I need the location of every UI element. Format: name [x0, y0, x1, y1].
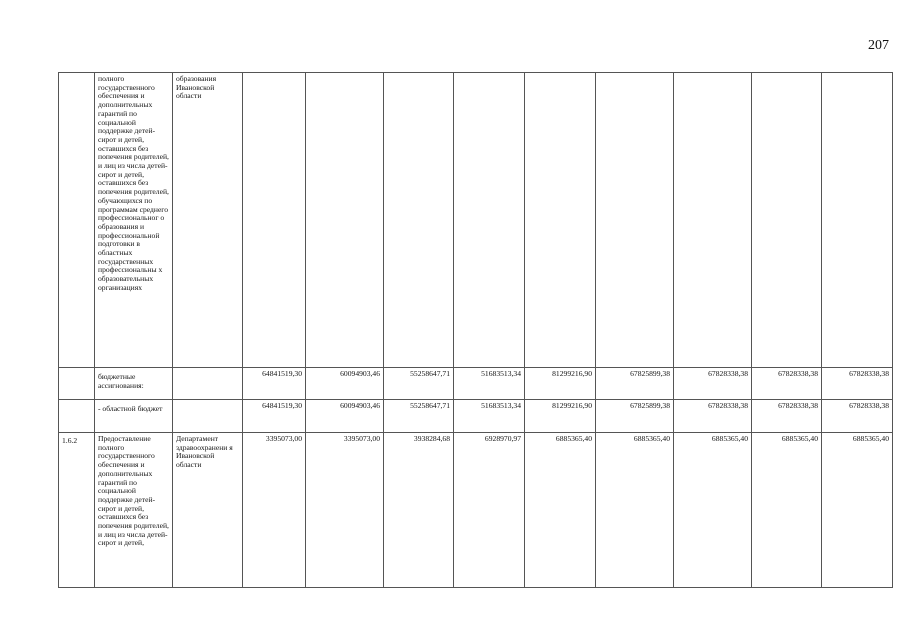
row-executor: Департамент здравоохранени я Ивановской области	[173, 433, 243, 588]
value-cell: 6885365,40	[525, 433, 596, 588]
row-name: полного государственного обеспечения и дополнительных гарантий по социальной поддержке детей-сирот и детей, оставшихся без попечения родителей, и лиц из числа детей-сирот и детей, оставшихся без попечения родителей, обучающихся по программам среднего профессиональног о образования и профессиональной подготовки в областных государственных профессиональны х образовательных организациях	[95, 73, 173, 368]
value-cell: 67828338,38	[752, 400, 822, 433]
value-cell: 60094903,46	[306, 400, 384, 433]
row-executor	[173, 368, 243, 400]
value-cell: 67828338,38	[752, 368, 822, 400]
value-cell: 67828338,38	[822, 368, 893, 400]
value-cell: 55258647,71	[384, 400, 454, 433]
value-cell: 3395073,00	[306, 433, 384, 588]
table-row	[59, 433, 893, 588]
value-cell: 6928970,97	[454, 433, 525, 588]
value-cell: 6885365,40	[822, 433, 893, 588]
value-cell: 60094903,46	[306, 368, 384, 400]
value-cell: 81299216,90	[525, 368, 596, 400]
table-row	[59, 368, 893, 400]
row-executor: образования Ивановской области	[173, 73, 243, 368]
row-name: Предоставление полного государственного обеспечения и дополнительных гарантий по социальной поддержке детей-сирот и детей, оставшихся без попечения родителей, и лиц из числа детей-сирот и детей,	[95, 433, 173, 588]
row-name: бюджетные ассигнования:	[95, 368, 173, 400]
value-cell	[454, 73, 525, 368]
row-executor	[173, 400, 243, 433]
value-cell	[306, 73, 384, 368]
value-cell: 6885365,40	[674, 433, 752, 588]
value-cell: 64841519,30	[243, 368, 306, 400]
value-cell	[822, 73, 893, 368]
value-cell	[243, 73, 306, 368]
value-cell	[752, 73, 822, 368]
value-cell: 64841519,30	[243, 400, 306, 433]
value-cell: 67828338,38	[674, 400, 752, 433]
value-cell: 6885365,40	[596, 433, 674, 588]
value-cell: 67825899,38	[596, 368, 674, 400]
value-cell: 6885365,40	[752, 433, 822, 588]
row-number	[59, 400, 95, 433]
value-cell	[596, 73, 674, 368]
value-cell: 3938284,68	[384, 433, 454, 588]
row-number	[59, 73, 95, 368]
row-number: 1.6.2	[59, 433, 95, 588]
value-cell	[674, 73, 752, 368]
value-cell: 55258647,71	[384, 368, 454, 400]
budget-table	[58, 72, 893, 588]
table-row	[59, 73, 893, 368]
page-number: 207	[868, 38, 889, 53]
row-name: - областной бюджет	[95, 400, 173, 433]
row-number	[59, 368, 95, 400]
value-cell: 51683513,34	[454, 368, 525, 400]
value-cell: 67828338,38	[674, 368, 752, 400]
value-cell: 67828338,38	[822, 400, 893, 433]
value-cell: 67825899,38	[596, 400, 674, 433]
value-cell: 3395073,00	[243, 433, 306, 588]
value-cell	[525, 73, 596, 368]
table-row	[59, 400, 893, 433]
value-cell: 81299216,90	[525, 400, 596, 433]
value-cell	[384, 73, 454, 368]
value-cell: 51683513,34	[454, 400, 525, 433]
